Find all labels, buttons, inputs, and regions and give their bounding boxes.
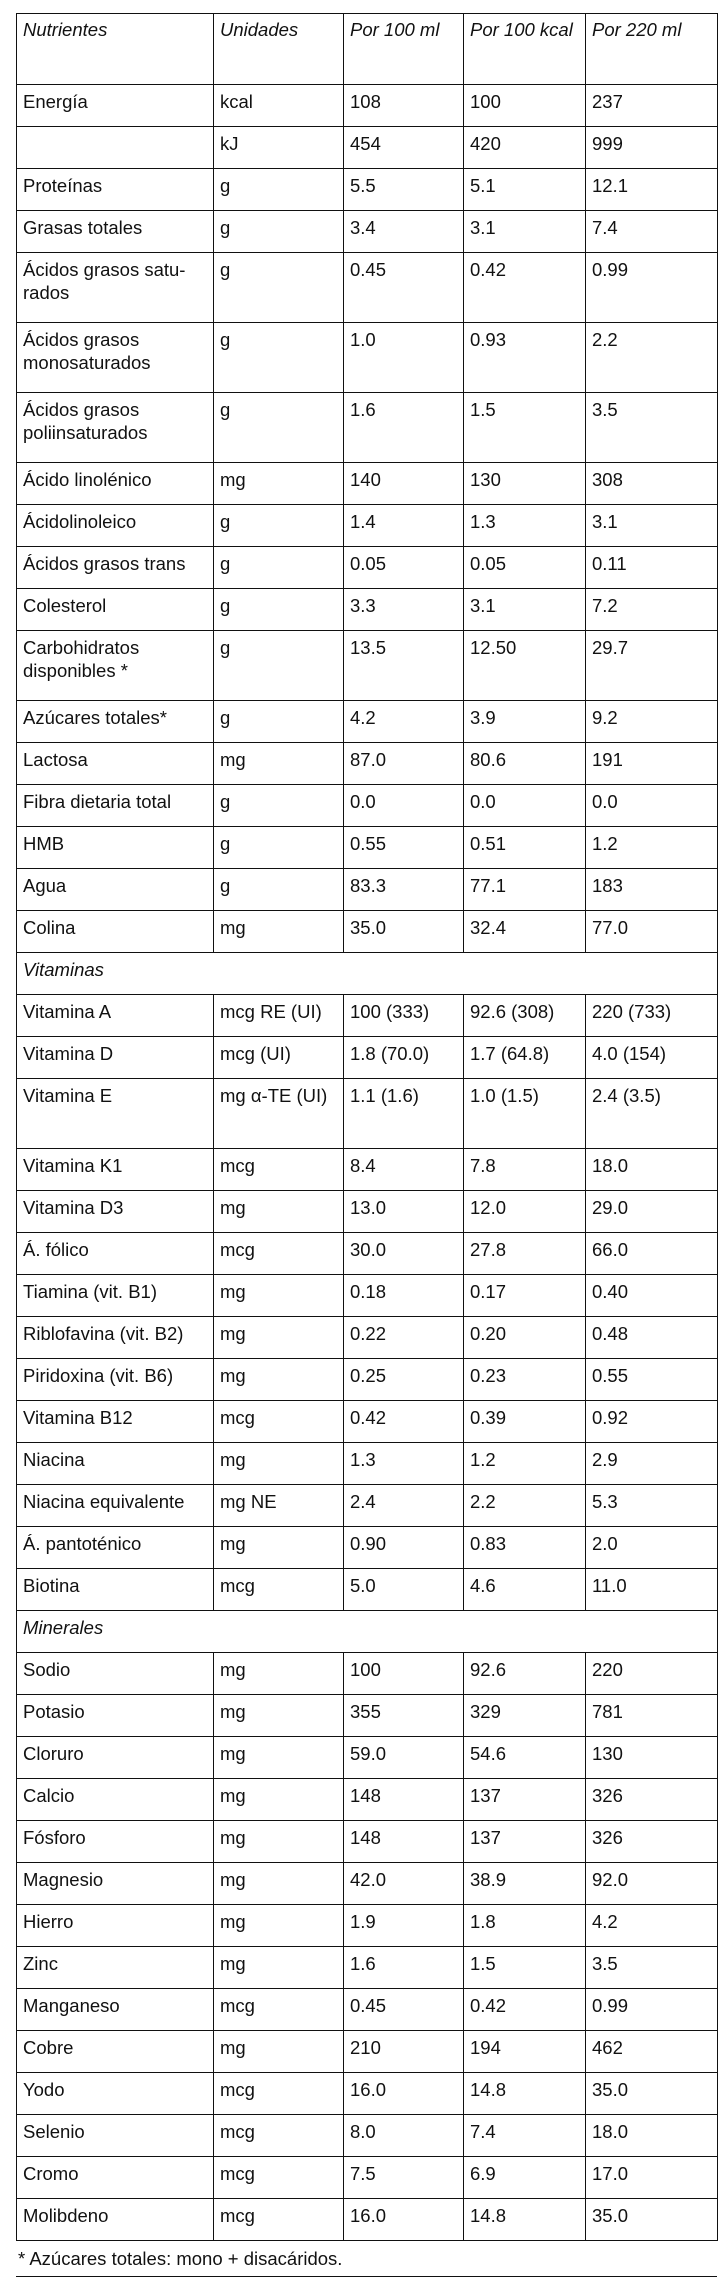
per-100kcal-cell: 329 xyxy=(464,1695,586,1737)
unit-cell: mcg xyxy=(214,2157,344,2199)
table-row xyxy=(17,1863,718,1905)
per-220ml-cell: 220 xyxy=(586,1653,718,1695)
per-100kcal-cell: 80.6 xyxy=(464,743,586,785)
nutrient-cell: Carbohidratos disponibles * xyxy=(17,631,214,701)
unit-cell: g xyxy=(214,547,344,589)
per-100kcal-cell: 3.1 xyxy=(464,589,586,631)
per-220ml-cell: 999 xyxy=(586,127,718,169)
table-row xyxy=(17,1695,718,1737)
per-100kcal-cell: 1.8 xyxy=(464,1905,586,1947)
per-100ml-cell: 140 xyxy=(344,463,464,505)
per-100ml-cell: 355 xyxy=(344,1695,464,1737)
per-100kcal-cell: 100 xyxy=(464,85,586,127)
nutrient-cell: Ácidos grasos satu-rados xyxy=(17,253,214,323)
per-100kcal-cell: 32.4 xyxy=(464,911,586,953)
per-220ml-cell: 7.4 xyxy=(586,211,718,253)
unit-cell: kcal xyxy=(214,85,344,127)
section-row xyxy=(17,953,718,995)
nutrient-cell: Niacina xyxy=(17,1443,214,1485)
nutrient-cell: Cloruro xyxy=(17,1737,214,1779)
per-100ml-cell: 148 xyxy=(344,1821,464,1863)
per-220ml-cell: 220 (733) xyxy=(586,995,718,1037)
table-row xyxy=(17,211,718,253)
per-220ml-cell: 18.0 xyxy=(586,2115,718,2157)
header-por-100-ml: Por 100 ml xyxy=(344,14,464,85)
per-220ml-cell: 0.99 xyxy=(586,253,718,323)
table-row xyxy=(17,1359,718,1401)
per-220ml-cell: 326 xyxy=(586,1779,718,1821)
per-100kcal-cell: 6.9 xyxy=(464,2157,586,2199)
per-220ml-cell: 130 xyxy=(586,1737,718,1779)
unit-cell: mg xyxy=(214,1275,344,1317)
per-100ml-cell: 1.0 xyxy=(344,323,464,393)
nutrient-cell: Selenio xyxy=(17,2115,214,2157)
per-220ml-cell: 12.1 xyxy=(586,169,718,211)
nutrient-cell: Manganeso xyxy=(17,1989,214,2031)
section-heading: Vitaminas xyxy=(17,953,718,995)
header-por-100-kcal: Por 100 kcal xyxy=(464,14,586,85)
per-220ml-cell: 0.48 xyxy=(586,1317,718,1359)
nutrient-cell: Colesterol xyxy=(17,589,214,631)
per-100kcal-cell: 0.17 xyxy=(464,1275,586,1317)
per-100ml-cell: 5.0 xyxy=(344,1569,464,1611)
per-100ml-cell: 8.4 xyxy=(344,1149,464,1191)
per-100ml-cell: 0.42 xyxy=(344,1401,464,1443)
header-row xyxy=(17,14,718,85)
table-row xyxy=(17,1569,718,1611)
footnote: * Azúcares totales: mono + disacáridos. xyxy=(18,2248,343,2269)
nutrient-cell: Hierro xyxy=(17,1905,214,1947)
unit-cell: mcg xyxy=(214,1401,344,1443)
per-220ml-cell: 35.0 xyxy=(586,2199,718,2241)
per-100kcal-cell: 7.4 xyxy=(464,2115,586,2157)
nutrient-cell: Azúcares totales* xyxy=(17,701,214,743)
unit-cell: mcg xyxy=(214,2115,344,2157)
unit-cell: mg α-TE (UI) xyxy=(214,1079,344,1149)
table-row xyxy=(17,1737,718,1779)
per-220ml-cell: 18.0 xyxy=(586,1149,718,1191)
nutrient-cell: Ácidolinoleico xyxy=(17,505,214,547)
nutrient-cell: Á. pantoténico xyxy=(17,1527,214,1569)
per-220ml-cell: 781 xyxy=(586,1695,718,1737)
per-100ml-cell: 108 xyxy=(344,85,464,127)
table-row xyxy=(17,463,718,505)
nutrition-table xyxy=(16,13,718,2241)
per-220ml-cell: 326 xyxy=(586,1821,718,1863)
nutrient-cell: Ácido linolénico xyxy=(17,463,214,505)
table-row xyxy=(17,631,718,701)
per-220ml-cell: 0.0 xyxy=(586,785,718,827)
table-row xyxy=(17,393,718,463)
nutrient-cell: Fósforo xyxy=(17,1821,214,1863)
unit-cell: mcg xyxy=(214,1989,344,2031)
per-100kcal-cell: 12.0 xyxy=(464,1191,586,1233)
table-row xyxy=(17,995,718,1037)
per-220ml-cell: 237 xyxy=(586,85,718,127)
unit-cell: g xyxy=(214,869,344,911)
nutrient-cell: Vitamina A xyxy=(17,995,214,1037)
per-100kcal-cell: 420 xyxy=(464,127,586,169)
per-100kcal-cell: 1.2 xyxy=(464,1443,586,1485)
per-100ml-cell: 3.4 xyxy=(344,211,464,253)
per-220ml-cell: 3.5 xyxy=(586,393,718,463)
table-row xyxy=(17,1653,718,1695)
table-row xyxy=(17,2199,718,2241)
per-220ml-cell: 9.2 xyxy=(586,701,718,743)
table-row xyxy=(17,1989,718,2031)
table-row xyxy=(17,1149,718,1191)
unit-cell: mg xyxy=(214,911,344,953)
per-220ml-cell: 1.2 xyxy=(586,827,718,869)
per-100ml-cell: 0.25 xyxy=(344,1359,464,1401)
per-100kcal-cell: 1.3 xyxy=(464,505,586,547)
unit-cell: g xyxy=(214,631,344,701)
per-100ml-cell: 100 (333) xyxy=(344,995,464,1037)
table-row xyxy=(17,1275,718,1317)
per-100ml-cell: 42.0 xyxy=(344,1863,464,1905)
per-100ml-cell: 5.5 xyxy=(344,169,464,211)
per-220ml-cell: 5.3 xyxy=(586,1485,718,1527)
section-row xyxy=(17,1611,718,1653)
per-220ml-cell: 35.0 xyxy=(586,2073,718,2115)
unit-cell: mg xyxy=(214,1779,344,1821)
nutrient-cell: HMB xyxy=(17,827,214,869)
per-100kcal-cell: 0.0 xyxy=(464,785,586,827)
unit-cell: g xyxy=(214,253,344,323)
nutrient-cell: Vitamina B12 xyxy=(17,1401,214,1443)
table-row xyxy=(17,785,718,827)
per-100kcal-cell: 0.42 xyxy=(464,253,586,323)
table-row xyxy=(17,589,718,631)
per-100ml-cell: 454 xyxy=(344,127,464,169)
per-100kcal-cell: 137 xyxy=(464,1821,586,1863)
per-100kcal-cell: 1.5 xyxy=(464,393,586,463)
nutrient-cell: Cromo xyxy=(17,2157,214,2199)
per-100ml-cell: 0.05 xyxy=(344,547,464,589)
nutrient-cell: Ácidos grasos trans xyxy=(17,547,214,589)
unit-cell: mcg xyxy=(214,1149,344,1191)
table-row xyxy=(17,85,718,127)
header-unidades: Unidades xyxy=(214,14,344,85)
unit-cell: mcg xyxy=(214,2073,344,2115)
per-100ml-cell: 2.4 xyxy=(344,1485,464,1527)
table-row xyxy=(17,1079,718,1149)
table-row xyxy=(17,2031,718,2073)
unit-cell: g xyxy=(214,589,344,631)
table-row xyxy=(17,1779,718,1821)
per-100kcal-cell: 92.6 xyxy=(464,1653,586,1695)
per-100ml-cell: 30.0 xyxy=(344,1233,464,1275)
table-row xyxy=(17,1821,718,1863)
unit-cell: mg xyxy=(214,2031,344,2073)
per-100ml-cell: 7.5 xyxy=(344,2157,464,2199)
table-row xyxy=(17,2115,718,2157)
table-row xyxy=(17,505,718,547)
per-100kcal-cell: 0.23 xyxy=(464,1359,586,1401)
nutrient-cell: Molibdeno xyxy=(17,2199,214,2241)
unit-cell: mg xyxy=(214,1653,344,1695)
per-100kcal-cell: 1.0 (1.5) xyxy=(464,1079,586,1149)
unit-cell: mcg RE (UI) xyxy=(214,995,344,1037)
table-row xyxy=(17,253,718,323)
table-row xyxy=(17,1905,718,1947)
per-100ml-cell: 0.45 xyxy=(344,1989,464,2031)
per-100kcal-cell: 14.8 xyxy=(464,2073,586,2115)
unit-cell: mg xyxy=(214,1359,344,1401)
per-100ml-cell: 100 xyxy=(344,1653,464,1695)
unit-cell: g xyxy=(214,785,344,827)
nutrient-cell: Energía xyxy=(17,85,214,127)
table-row xyxy=(17,1947,718,1989)
per-100ml-cell: 16.0 xyxy=(344,2199,464,2241)
per-100ml-cell: 8.0 xyxy=(344,2115,464,2157)
per-100kcal-cell: 0.39 xyxy=(464,1401,586,1443)
per-220ml-cell: 462 xyxy=(586,2031,718,2073)
table-row xyxy=(17,2157,718,2199)
per-220ml-cell: 2.4 (3.5) xyxy=(586,1079,718,1149)
table-row xyxy=(17,1443,718,1485)
per-100ml-cell: 0.0 xyxy=(344,785,464,827)
per-100kcal-cell: 38.9 xyxy=(464,1863,586,1905)
per-220ml-cell: 3.1 xyxy=(586,505,718,547)
per-100ml-cell: 210 xyxy=(344,2031,464,2073)
per-220ml-cell: 4.2 xyxy=(586,1905,718,1947)
per-100ml-cell: 1.8 (70.0) xyxy=(344,1037,464,1079)
per-220ml-cell: 7.2 xyxy=(586,589,718,631)
nutrient-cell: Vitamina D3 xyxy=(17,1191,214,1233)
section-heading: Minerales xyxy=(17,1611,718,1653)
nutrient-cell: Biotina xyxy=(17,1569,214,1611)
table-row xyxy=(17,1527,718,1569)
per-100kcal-cell: 54.6 xyxy=(464,1737,586,1779)
table-body xyxy=(17,85,718,2241)
per-220ml-cell: 3.5 xyxy=(586,1947,718,1989)
per-100kcal-cell: 0.51 xyxy=(464,827,586,869)
per-100ml-cell: 87.0 xyxy=(344,743,464,785)
table-row xyxy=(17,1233,718,1275)
unit-cell: g xyxy=(214,169,344,211)
nutrient-cell: Cobre xyxy=(17,2031,214,2073)
per-220ml-cell: 92.0 xyxy=(586,1863,718,1905)
per-100kcal-cell: 137 xyxy=(464,1779,586,1821)
nutrient-cell: Magnesio xyxy=(17,1863,214,1905)
unit-cell: mg xyxy=(214,743,344,785)
table-row xyxy=(17,1401,718,1443)
table-row xyxy=(17,323,718,393)
unit-cell: kJ xyxy=(214,127,344,169)
nutrient-cell: Ácidos grasos monosaturados xyxy=(17,323,214,393)
unit-cell: mg xyxy=(214,1821,344,1863)
per-100kcal-cell: 0.20 xyxy=(464,1317,586,1359)
per-100ml-cell: 59.0 xyxy=(344,1737,464,1779)
table-row xyxy=(17,743,718,785)
nutrient-cell: Yodo xyxy=(17,2073,214,2115)
unit-cell: g xyxy=(214,323,344,393)
per-220ml-cell: 77.0 xyxy=(586,911,718,953)
nutrient-cell: Lactosa xyxy=(17,743,214,785)
per-100ml-cell: 0.90 xyxy=(344,1527,464,1569)
per-100ml-cell: 148 xyxy=(344,1779,464,1821)
per-100ml-cell: 4.2 xyxy=(344,701,464,743)
nutrient-cell xyxy=(17,127,214,169)
per-220ml-cell: 0.11 xyxy=(586,547,718,589)
per-220ml-cell: 29.7 xyxy=(586,631,718,701)
per-220ml-cell: 2.9 xyxy=(586,1443,718,1485)
per-100kcal-cell: 1.5 xyxy=(464,1947,586,1989)
nutrient-cell: Vitamina D xyxy=(17,1037,214,1079)
nutrient-cell: Grasas totales xyxy=(17,211,214,253)
nutrient-cell: Vitamina E xyxy=(17,1079,214,1149)
per-220ml-cell: 66.0 xyxy=(586,1233,718,1275)
table-row xyxy=(17,1191,718,1233)
per-100ml-cell: 16.0 xyxy=(344,2073,464,2115)
nutrient-cell: Fibra dietaria total xyxy=(17,785,214,827)
unit-cell: mg xyxy=(214,1737,344,1779)
table-row xyxy=(17,1037,718,1079)
nutrient-cell: Piridoxina (vit. B6) xyxy=(17,1359,214,1401)
table-row xyxy=(17,869,718,911)
unit-cell: mg xyxy=(214,1695,344,1737)
per-220ml-cell: 0.55 xyxy=(586,1359,718,1401)
per-100ml-cell: 35.0 xyxy=(344,911,464,953)
nutrient-cell: Calcio xyxy=(17,1779,214,1821)
unit-cell: mg NE xyxy=(214,1485,344,1527)
per-100kcal-cell: 0.42 xyxy=(464,1989,586,2031)
nutrition-document xyxy=(16,13,718,2277)
per-100kcal-cell: 5.1 xyxy=(464,169,586,211)
per-220ml-cell: 191 xyxy=(586,743,718,785)
per-100kcal-cell: 0.83 xyxy=(464,1527,586,1569)
unit-cell: mcg xyxy=(214,2199,344,2241)
per-220ml-cell: 2.0 xyxy=(586,1527,718,1569)
per-100ml-cell: 13.0 xyxy=(344,1191,464,1233)
per-220ml-cell: 2.2 xyxy=(586,323,718,393)
table-row xyxy=(17,127,718,169)
unit-cell: mcg (UI) xyxy=(214,1037,344,1079)
per-220ml-cell: 0.40 xyxy=(586,1275,718,1317)
per-100kcal-cell: 2.2 xyxy=(464,1485,586,1527)
unit-cell: mg xyxy=(214,1947,344,1989)
per-100ml-cell: 1.4 xyxy=(344,505,464,547)
table-row xyxy=(17,911,718,953)
per-220ml-cell: 29.0 xyxy=(586,1191,718,1233)
nutrient-cell: Agua xyxy=(17,869,214,911)
per-100ml-cell: 1.6 xyxy=(344,1947,464,1989)
per-100ml-cell: 1.6 xyxy=(344,393,464,463)
per-100kcal-cell: 12.50 xyxy=(464,631,586,701)
unit-cell: g xyxy=(214,211,344,253)
table-row xyxy=(17,1317,718,1359)
unit-cell: g xyxy=(214,393,344,463)
nutrient-cell: Riblofavina (vit. B2) xyxy=(17,1317,214,1359)
table-row xyxy=(17,1485,718,1527)
per-100ml-cell: 0.18 xyxy=(344,1275,464,1317)
per-100kcal-cell: 92.6 (308) xyxy=(464,995,586,1037)
per-100ml-cell: 0.55 xyxy=(344,827,464,869)
unit-cell: g xyxy=(214,701,344,743)
per-100ml-cell: 83.3 xyxy=(344,869,464,911)
nutrient-cell: Sodio xyxy=(17,1653,214,1695)
table-row xyxy=(17,169,718,211)
per-100kcal-cell: 0.93 xyxy=(464,323,586,393)
per-100ml-cell: 1.9 xyxy=(344,1905,464,1947)
unit-cell: mg xyxy=(214,1191,344,1233)
nutrient-cell: Á. fólico xyxy=(17,1233,214,1275)
per-100kcal-cell: 7.8 xyxy=(464,1149,586,1191)
unit-cell: g xyxy=(214,505,344,547)
per-100kcal-cell: 27.8 xyxy=(464,1233,586,1275)
header-nutrientes: Nutrientes xyxy=(17,14,214,85)
unit-cell: mg xyxy=(214,1905,344,1947)
nutrient-cell: Colina xyxy=(17,911,214,953)
table-row xyxy=(17,547,718,589)
per-100kcal-cell: 4.6 xyxy=(464,1569,586,1611)
per-220ml-cell: 17.0 xyxy=(586,2157,718,2199)
per-100ml-cell: 0.22 xyxy=(344,1317,464,1359)
unit-cell: mcg xyxy=(214,1233,344,1275)
per-220ml-cell: 0.99 xyxy=(586,1989,718,2031)
unit-cell: mg xyxy=(214,1863,344,1905)
per-100ml-cell: 3.3 xyxy=(344,589,464,631)
nutrient-cell: Niacina equivalente xyxy=(17,1485,214,1527)
per-220ml-cell: 183 xyxy=(586,869,718,911)
per-100kcal-cell: 1.7 (64.8) xyxy=(464,1037,586,1079)
per-100ml-cell: 1.1 (1.6) xyxy=(344,1079,464,1149)
unit-cell: mg xyxy=(214,1317,344,1359)
nutrient-cell: Ácidos grasos poliinsaturados xyxy=(17,393,214,463)
per-220ml-cell: 4.0 (154) xyxy=(586,1037,718,1079)
per-220ml-cell: 11.0 xyxy=(586,1569,718,1611)
per-100kcal-cell: 77.1 xyxy=(464,869,586,911)
per-100kcal-cell: 3.1 xyxy=(464,211,586,253)
nutrient-cell: Proteínas xyxy=(17,169,214,211)
per-100ml-cell: 1.3 xyxy=(344,1443,464,1485)
nutrient-cell: Vitamina K1 xyxy=(17,1149,214,1191)
per-100kcal-cell: 194 xyxy=(464,2031,586,2073)
per-100kcal-cell: 14.8 xyxy=(464,2199,586,2241)
table-row xyxy=(17,701,718,743)
per-100ml-cell: 0.45 xyxy=(344,253,464,323)
unit-cell: g xyxy=(214,827,344,869)
header-por-220-ml: Por 220 ml xyxy=(586,14,718,85)
unit-cell: mcg xyxy=(214,1569,344,1611)
per-220ml-cell: 308 xyxy=(586,463,718,505)
nutrient-cell: Zinc xyxy=(17,1947,214,1989)
nutrient-cell: Tiamina (vit. B1) xyxy=(17,1275,214,1317)
nutrient-cell: Potasio xyxy=(17,1695,214,1737)
unit-cell: mg xyxy=(214,463,344,505)
per-100ml-cell: 13.5 xyxy=(344,631,464,701)
per-100kcal-cell: 130 xyxy=(464,463,586,505)
unit-cell: mg xyxy=(214,1443,344,1485)
per-100kcal-cell: 0.05 xyxy=(464,547,586,589)
table-row xyxy=(17,827,718,869)
per-220ml-cell: 0.92 xyxy=(586,1401,718,1443)
table-row xyxy=(17,2073,718,2115)
unit-cell: mg xyxy=(214,1527,344,1569)
per-100kcal-cell: 3.9 xyxy=(464,701,586,743)
